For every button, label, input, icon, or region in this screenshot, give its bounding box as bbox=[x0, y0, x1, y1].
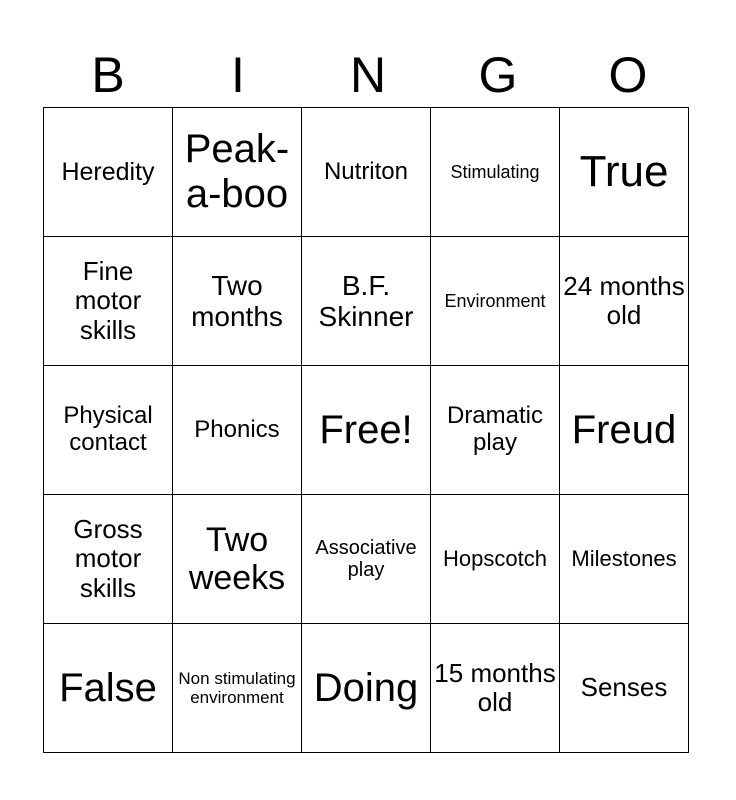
bingo-cell[interactable]: Dramatic play bbox=[431, 366, 560, 495]
board-row bbox=[44, 237, 689, 366]
bingo-cell[interactable]: Freud bbox=[560, 366, 689, 495]
bingo-cell[interactable]: Physical contact bbox=[44, 366, 173, 495]
bingo-cell[interactable]: True bbox=[560, 108, 689, 237]
bingo-cell[interactable]: Environment bbox=[431, 237, 560, 366]
free-space-cell[interactable]: Free! bbox=[302, 366, 431, 495]
bingo-cell[interactable]: Nutriton bbox=[302, 108, 431, 237]
bingo-cell[interactable]: Fine motor skills bbox=[44, 237, 173, 366]
bingo-cell[interactable]: B.F. Skinner bbox=[302, 237, 431, 366]
bingo-cell[interactable]: Two months bbox=[173, 237, 302, 366]
bingo-cell[interactable]: 15 months old bbox=[431, 624, 560, 753]
bingo-board bbox=[43, 107, 689, 753]
header-letter-o: O bbox=[608, 47, 648, 103]
bingo-cell[interactable]: Phonics bbox=[173, 366, 302, 495]
header-letter-b: B bbox=[91, 47, 125, 103]
board-row bbox=[44, 495, 689, 624]
bingo-cell[interactable]: Two weeks bbox=[173, 495, 302, 624]
bingo-cell[interactable]: False bbox=[44, 624, 173, 753]
bingo-cell[interactable]: Stimulating bbox=[431, 108, 560, 237]
bingo-header bbox=[43, 44, 693, 106]
header-letter-g: G bbox=[478, 47, 518, 103]
bingo-cell[interactable]: 24 months old bbox=[560, 237, 689, 366]
bingo-cell[interactable]: Non stimulating environment bbox=[173, 624, 302, 753]
header-letter-n: N bbox=[349, 47, 387, 103]
board-row bbox=[44, 624, 689, 753]
bingo-cell[interactable]: Gross motor skills bbox=[44, 495, 173, 624]
bingo-cell[interactable]: Heredity bbox=[44, 108, 173, 237]
bingo-cell[interactable]: Senses bbox=[560, 624, 689, 753]
bingo-cell[interactable]: Hopscotch bbox=[431, 495, 560, 624]
bingo-cell[interactable]: Associative play bbox=[302, 495, 431, 624]
header-letter-i: I bbox=[231, 47, 245, 103]
bingo-cell[interactable]: Doing bbox=[302, 624, 431, 753]
board-row bbox=[44, 108, 689, 237]
board-row bbox=[44, 366, 689, 495]
bingo-cell[interactable]: Milestones bbox=[560, 495, 689, 624]
bingo-cell[interactable]: Peak-a-boo bbox=[173, 108, 302, 237]
